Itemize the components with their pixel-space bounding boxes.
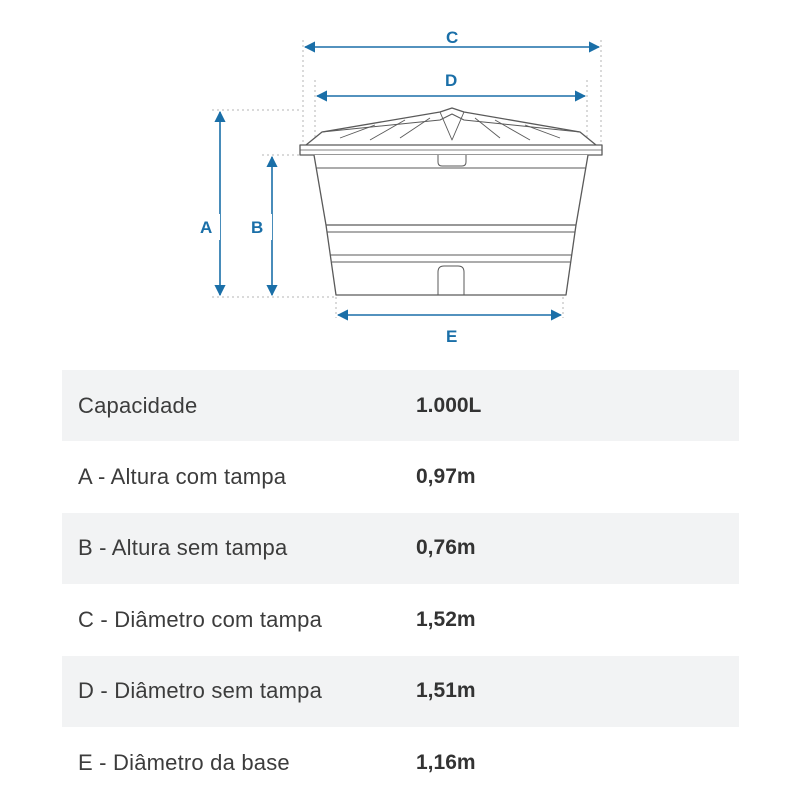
tank-illustration	[300, 108, 602, 295]
spec-row-capacity	[62, 370, 739, 441]
spec-label: E - Diâmetro da base	[78, 749, 290, 775]
tank-lid	[306, 108, 596, 145]
water-tank-diagram	[0, 0, 800, 370]
dimension-e	[338, 315, 561, 346]
dimension-a-label: A	[200, 218, 213, 237]
spec-value: 0,97m	[416, 465, 476, 489]
dimension-d	[317, 71, 585, 96]
spec-table	[62, 370, 739, 798]
spec-label: B - Altura sem tampa	[78, 535, 288, 561]
spec-value: 0,76m	[416, 536, 476, 560]
dimension-c-label: C	[446, 28, 459, 47]
dimension-b	[248, 157, 272, 295]
spec-label: Capacidade	[78, 392, 198, 418]
spec-row-base-diameter	[62, 727, 739, 798]
spec-value: 1,16m	[416, 750, 476, 774]
dimension-d-label: D	[445, 71, 458, 90]
dimension-e-label: E	[446, 327, 458, 346]
dimension-a	[196, 112, 220, 295]
spec-row-diameter-without-lid	[62, 656, 739, 727]
spec-value: 1,52m	[416, 607, 476, 631]
spec-row-height-without-lid	[62, 513, 739, 584]
dimension-b-label: B	[251, 218, 264, 237]
spec-value: 1,51m	[416, 679, 476, 703]
spec-label: D - Diâmetro sem tampa	[78, 678, 323, 704]
dimension-c	[305, 28, 599, 47]
spec-row-diameter-with-lid	[62, 584, 739, 655]
spec-row-height-with-lid	[62, 441, 739, 512]
spec-label: C - Diâmetro com tampa	[78, 606, 323, 632]
spec-label: A - Altura com tampa	[78, 464, 287, 490]
spec-value: 1.000L	[416, 393, 482, 417]
